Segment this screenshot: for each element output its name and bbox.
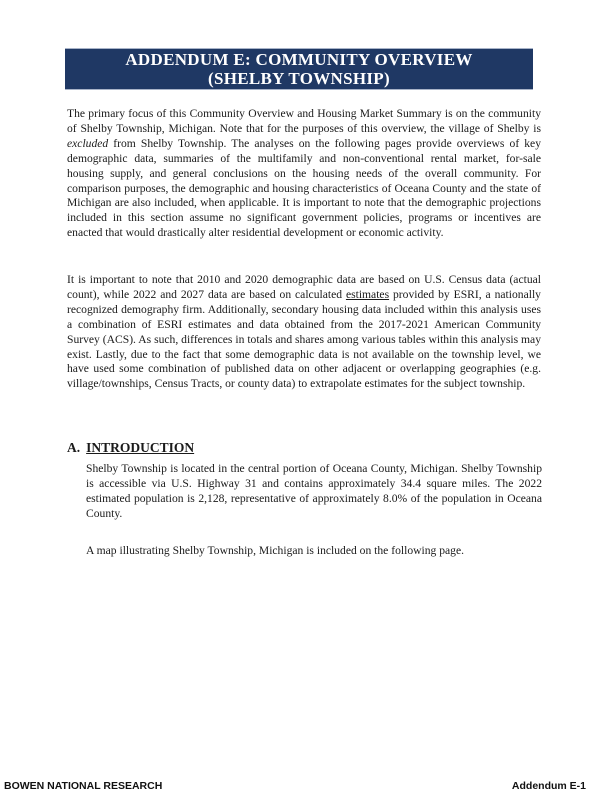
overview-text-end: from Shelby Township. The analyses on the following pages provide overviews of key demographic data, summaries of the multifamily and non-conventional rental market, for-sale housing supply, and general conclusions on the housing needs of the overall community. For comparison purposes, the demographic and housing characteristics of Oceana County and the state of Michigan are also included, when applicable. It is important to note that the demographic projections included in this section assume no significant government policies, programs or incentives are enacted that would drastically alter residential development or economic activity.	[67, 136, 541, 240]
footer-page-label: Addendum E-1	[511, 780, 586, 792]
estimates-underline: estimates	[345, 287, 390, 301]
section-letter: A.	[67, 440, 81, 455]
overview-paragraph	[67, 107, 541, 241]
excluded-emphasis: excluded	[67, 136, 109, 150]
data-sources-text-start: It is important to note that 2010 and 2020 demographic data are based on U.S. Census data (actual count), while 2022 and 2027 data are based on calculated	[67, 273, 541, 301]
footer-company-name: BOWEN NATIONAL RESEARCH	[4, 780, 163, 792]
addendum-title: ADDENDUM E: COMMUNITY OVERVIEW	[125, 50, 473, 69]
introduction-paragraph: Shelby Township is located in the central portion of Oceana County, Michigan. Shelby Township is accessible via U.S. Highway 31 and contains approximately 34.4 square miles. The 2022 estimated population is 2,128, representative of approximately 8.0% of the population in Oceana County.	[86, 462, 542, 520]
data-sources-paragraph	[67, 273, 541, 392]
data-sources-text-end: provided by ESRI, a nationally recognized demography firm. Additionally, secondary housing data included within this analysis uses a combination of ESRI estimates and data obtained from the 2017-2021 American Community Survey (ACS). As such, differences in totals and shares among various tables within this analysis may exist. Lastly, due to the fact that some demographic data is not available on the township level, we have used some combination of published data on other adjacent or overlapping geographies (e.g. village/townships, Census Tracts, or county data) to extrapolate estimates for the subject township.	[67, 287, 541, 391]
addendum-title-banner	[65, 48, 533, 90]
overview-text-start: The primary focus of this Community Overview and Housing Market Summary is on the community of Shelby Township, Michigan. Note that for the purposes of this overview, the village of Shelby is	[67, 107, 541, 135]
addendum-subtitle: (SHELBY TOWNSHIP)	[208, 69, 390, 88]
introduction-heading	[67, 440, 194, 456]
section-title: INTRODUCTION	[86, 440, 195, 455]
map-note-paragraph: A map illustrating Shelby Township, Michigan is included on the following page.	[86, 544, 464, 557]
